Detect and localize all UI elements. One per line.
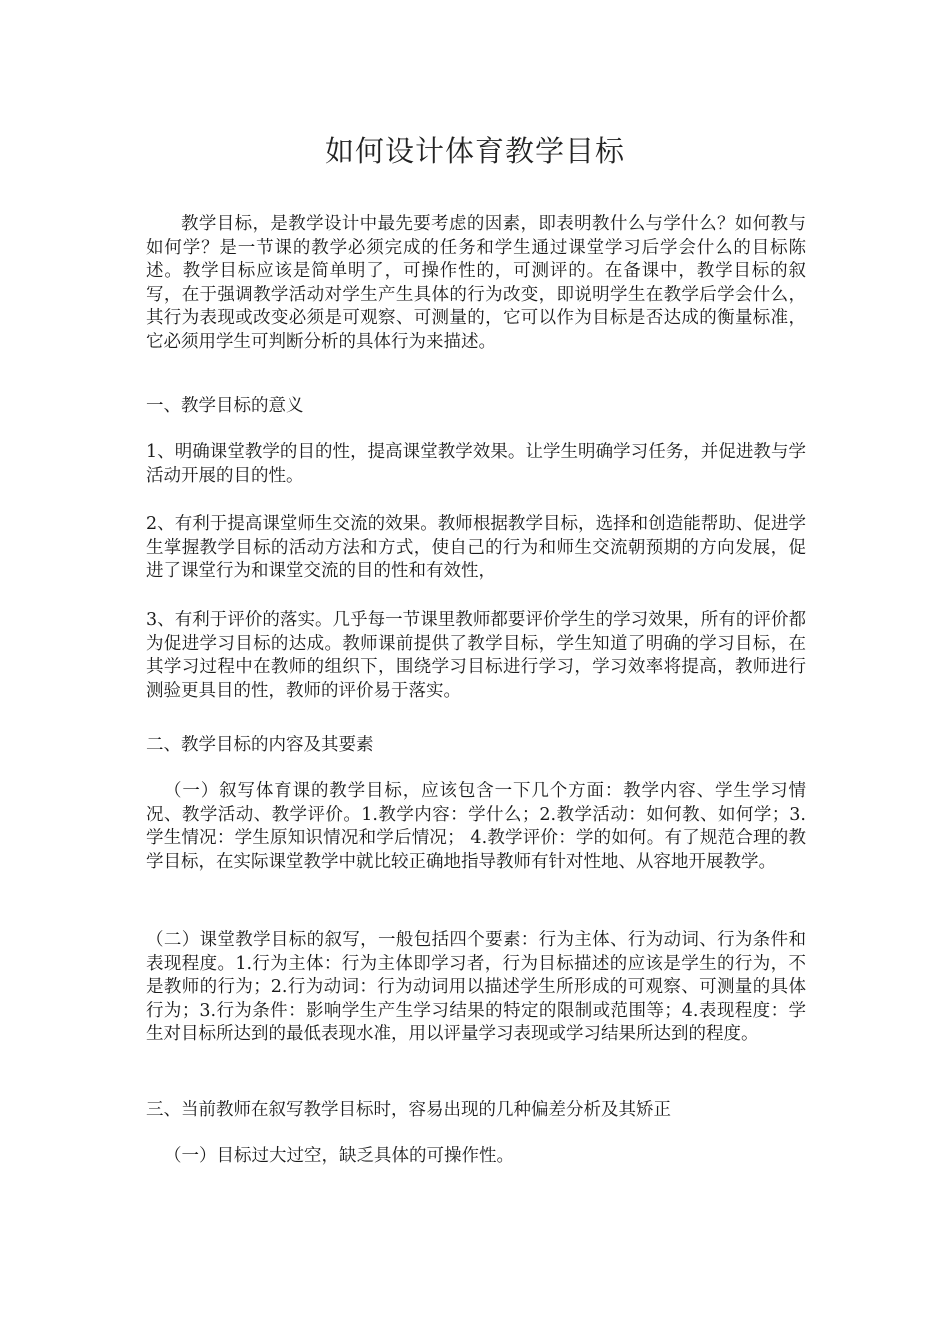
subsection-2-paragraph: （二）课堂教学目标的叙写，一般包括四个要素：行为主体、行为动词、行为条件和表现程度。1.行为主体：行为主体即学习者，行为目标描述的应该是学生的行为，不是教师的行为；2.行为动词：行为动词用以描述学生所形成的可观察、可测量的具体行为；3.行为条件：影响学生产生学习结果的特定的限制或范围等；4.表现程度：学生对目标所达到的最低表现水准，用以评量学习表现或学习结果所达到的程度。: [146, 930, 806, 1044]
section-heading-1: 一、教学目标的意义: [146, 396, 304, 416]
section-heading-3: 三、当前教师在叙写教学目标时，容易出现的几种偏差分析及其矫正: [146, 1100, 671, 1120]
subsection-3-paragraph: （一）目标过大过空，缺乏具体的可操作性。: [164, 1146, 514, 1166]
point-1-paragraph: 1、明确课堂教学的目的性，提高课堂教学效果。让学生明确学习任务，并促进教与学活动开展的目的性。: [146, 442, 806, 486]
point-3-paragraph: 3、有利于评价的落实。几乎每一节课里教师都要评价学生的学习效果，所有的评价都为促进学习目标的达成。教师课前提供了教学目标，学生知道了明确的学习目标，在其学习过程中在教师的组织下，围绕学习目标进行学习，学习效率将提高，教师进行测验更具目的性，教师的评价易于落实。: [146, 610, 806, 701]
subsection-1-paragraph: （一）叙写体育课的教学目标，应该包含一下几个方面：教学内容、学生学习情况、教学活动、教学评价。1.教学内容：学什么；2.教学活动：如何教、如何学；3.学生情况：学生原知识情况和学后情况； 4.教学评价：学的如何。有了规范合理的教学目标，在实际课堂教学中就比较正确地指导教师有针对性地、从容地开展教学。: [146, 781, 806, 872]
document-title: 如何设计体育教学目标: [324, 134, 625, 168]
intro-paragraph: 教学目标，是教学设计中最先要考虑的因素，即表明教什么与学什么？如何教与如何学？是一节课的教学必须完成的任务和学生通过课堂学习后学会什么的目标陈述。教学目标应该是简单明了，可操作性的，可测评的。在备课中，教学目标的叙写，在于强调教学活动对学生产生具体的行为改变，即说明学生在教学后学会什么，其行为表现或改变必须是可观察、可测量的，它可以作为目标是否达成的衡量标准，它必须用学生可判断分析的具体行为来描述。: [146, 214, 806, 352]
section-heading-2: 二、教学目标的内容及其要素: [146, 735, 374, 755]
point-2-paragraph: 2、有利于提高课堂师生交流的效果。教师根据教学目标，选择和创造能帮助、促进学生掌握教学目标的活动方法和方式，使自己的行为和师生交流朝预期的方向发展，促进了课堂行为和课堂交流的目的性和有效性，: [146, 514, 806, 581]
